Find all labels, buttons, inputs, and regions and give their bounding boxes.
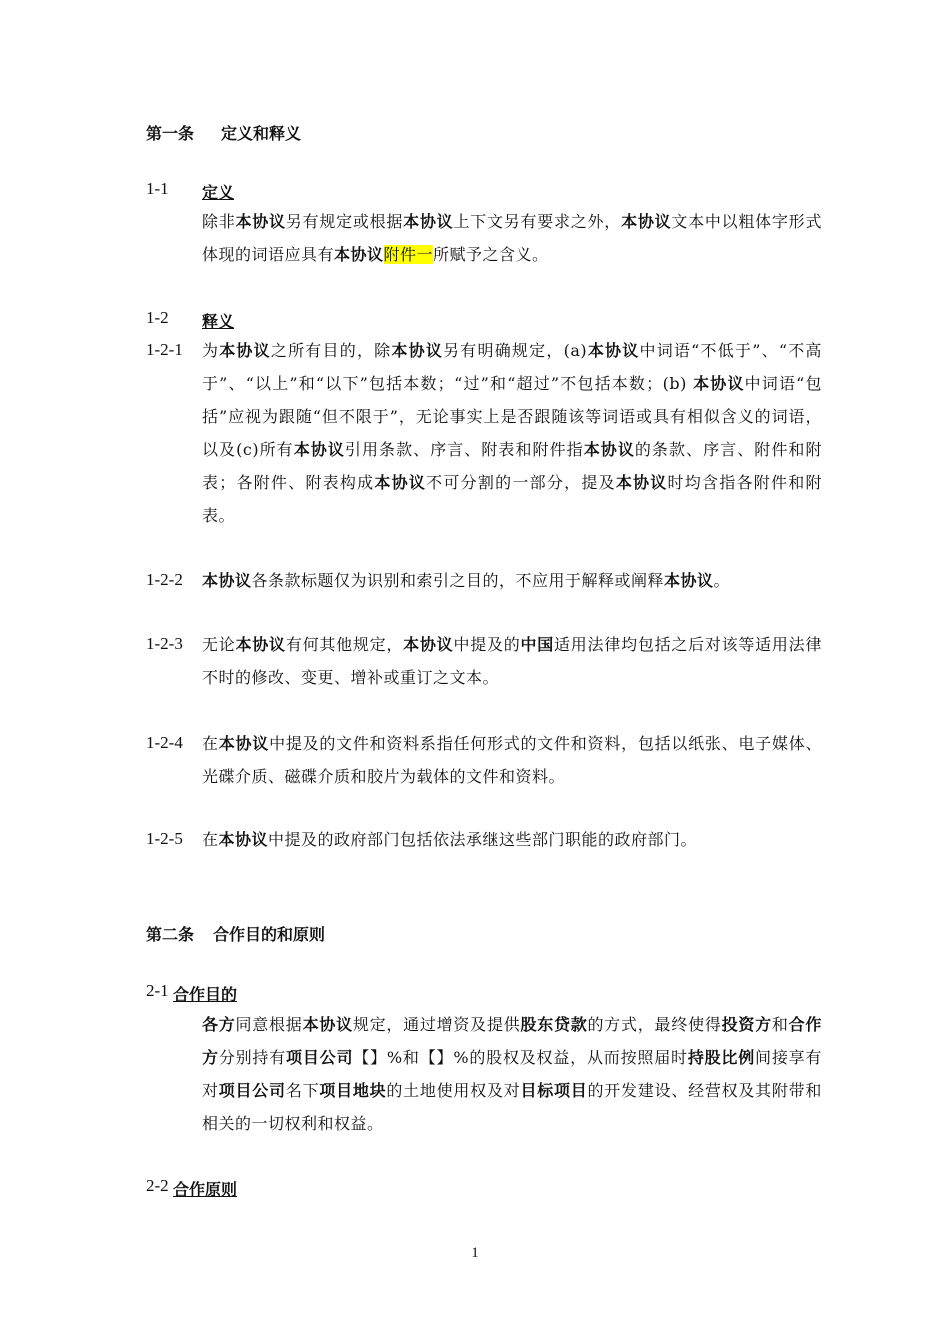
article-1-number: 第一条	[146, 124, 195, 143]
highlighted-annex-reference: 附件一	[383, 245, 434, 264]
clause-1-2-1-text: 为本协议之所有目的，除本协议另有明确规定，(a)本协议中词语“不低于”、“不高于”、“以上”和“以下”包括本数；“过”和“超过”不包括本数；(b) 本协议中词语“包括”应视为跟随“但不限于”，无论事实上是否跟随该等词语或具有相似含义的词语，以及(c)所有本协议引用条款、序言、附表和附件指本协议的条款、序言、附件和附表；各附件、附表构成本协议不可分割的一部分，提及本协议时均含指各附件和附表。	[202, 341, 822, 525]
clause-1-2-4-text: 在本协议中提及的文件和资料系指任何形式的文件和资料，包括以纸张、电子媒体、光碟介质、磁碟介质和胶片为载体的文件和资料。	[202, 734, 822, 786]
clause-1-2-3-text: 无论本协议有何其他规定，本协议中提及的中国适用法律均包括之后对该等适用法律不时的修改、变更、增补或重订之文本。	[202, 635, 822, 687]
section-2-1-title: 合作目的	[173, 985, 238, 1004]
section-2-1-number: 2-1	[146, 981, 169, 1000]
section-2-1-text: 各方同意根据本协议规定，通过增资及提供股东贷款的方式，最终使得投资方和合作方分别持有项目公司【】%和【】%的股权及权益，从而按照届时持股比例间接享有对项目公司名下项目地块的土地使用权及对目标项目的开发建设、经营权及其附带和相关的一切权利和权益。	[202, 1015, 822, 1133]
article-1-title: 定义和释义	[221, 124, 302, 143]
section-1-2-title: 释义	[202, 312, 235, 331]
page-number: 1	[471, 1245, 479, 1261]
section-2-2-title: 合作原则	[173, 1180, 238, 1199]
section-1-2-number: 1-2	[146, 308, 169, 327]
section-1-1-number: 1-1	[146, 179, 169, 198]
section-1-1-title: 定义	[202, 183, 235, 202]
clause-1-2-1-number: 1-2-1	[146, 340, 183, 359]
clause-1-2-5-number: 1-2-5	[146, 829, 183, 848]
clause-1-2-5-text: 在本协议中提及的政府部门包括依法承继这些部门职能的政府部门。	[202, 830, 698, 849]
clause-1-2-2-number: 1-2-2	[146, 570, 183, 589]
clause-1-2-2-text: 本协议各条款标题仅为识别和索引之目的，不应用于解释或阐释本协议。	[202, 571, 731, 590]
article-2-number: 第二条	[146, 925, 195, 944]
article-2-title: 合作目的和原则	[213, 925, 326, 944]
section-2-2-number: 2-2	[146, 1176, 169, 1195]
clause-1-2-4-number: 1-2-4	[146, 733, 183, 752]
clause-1-2-3-number: 1-2-3	[146, 634, 183, 653]
section-1-1-text: 除非本协议另有规定或根据本协议上下文另有要求之外，本协议文本中以粗体字形式体现的词语应具有本协议附件一所赋予之含义。	[202, 212, 822, 264]
